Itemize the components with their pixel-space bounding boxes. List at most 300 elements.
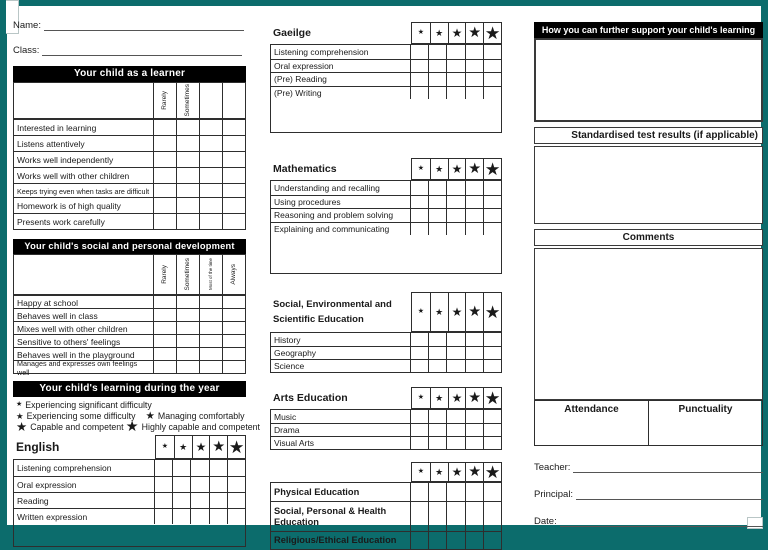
section-title-line: Social, Environmental and [273,298,392,310]
rating-cell[interactable] [483,424,501,436]
rating-cell[interactable] [199,198,222,213]
row-label: Behaves well in class [17,310,98,321]
rating-cell[interactable] [428,437,446,449]
table-row [271,501,501,531]
rating-cell[interactable] [222,322,245,334]
table-row [14,476,245,492]
rating-cell[interactable] [222,198,245,213]
rating-cell[interactable] [222,309,245,321]
rating-cell[interactable] [446,532,464,549]
rating-cell[interactable] [190,477,208,492]
table-row [271,410,501,423]
punctuality-label: Punctuality [678,404,733,415]
table-row [271,181,501,195]
table-row [14,460,245,476]
section-title [270,297,411,327]
rating-cell[interactable] [199,152,222,167]
rating-cell[interactable] [483,483,501,501]
rating-cell[interactable] [428,196,446,209]
rating-cell[interactable] [410,410,428,423]
rating-cell[interactable] [153,120,176,135]
date-field [534,516,763,527]
rating-cell[interactable] [446,483,464,501]
row-label: History [274,334,301,345]
rating-cell[interactable] [410,360,428,372]
rating-cell[interactable] [227,460,245,476]
class-label: Class: [13,45,40,56]
row-label: Works well with other children [17,171,130,181]
legend-line: ★ Experiencing significant difficulty [16,400,152,410]
comments-area[interactable] [534,248,763,400]
rating-cell[interactable] [153,309,176,321]
rating-cell[interactable] [483,60,501,73]
rating-cell[interactable] [222,120,245,135]
rating-cell[interactable] [222,184,245,197]
table-row [14,321,245,334]
rating-cell[interactable] [465,73,483,86]
rating-cell[interactable] [483,45,501,59]
name-label: Name: [13,20,41,31]
rating-cell[interactable] [483,437,501,449]
rating-cell[interactable] [153,335,176,347]
rating-cell[interactable] [209,477,227,492]
principal-label: Principal: [534,489,574,500]
row-label: Manages and expresses own feelings well [17,358,138,377]
row-label: Happy at school [17,297,78,308]
rating-cell[interactable] [465,209,483,222]
middle-column [270,14,502,550]
rating-col-header [222,255,245,294]
principal-signature-line[interactable] [576,489,763,500]
attendance-label: Attendance [564,404,619,415]
learner-header-spacer [14,83,153,118]
legend-label: Capable and competent [30,422,124,432]
rating-cell[interactable] [199,296,222,308]
rating-col-label: Most of the time [207,258,213,291]
row-label: Homework is of high quality [17,201,121,211]
learning-section-title: Your child's learning during the year [13,381,246,397]
table-row [14,492,245,508]
mathematics-rows [270,180,502,274]
gaeilge-section [270,22,502,133]
table-row [14,308,245,321]
rating-cell[interactable] [465,60,483,73]
table-row [14,197,245,213]
rating-cell[interactable] [465,437,483,449]
rating-cell[interactable] [446,410,464,423]
learner-table [13,82,246,230]
rating-cell[interactable] [446,424,464,436]
name-input-line[interactable] [44,20,244,31]
rating-cell[interactable] [222,136,245,151]
rating-cell[interactable] [199,214,222,229]
row-label: Sensitive to others' feelings [17,336,121,347]
rating-cell[interactable] [172,493,190,508]
rating-cell[interactable] [483,181,501,195]
table-row [271,72,501,86]
rating-cell[interactable] [190,509,208,524]
report-card-sheet [7,6,761,546]
rating-cell[interactable] [446,437,464,449]
social-header-spacer [14,255,153,294]
rating-cell[interactable] [446,87,464,100]
rating-cell[interactable] [465,87,483,100]
rating-cell[interactable] [199,348,222,360]
rating-cell[interactable] [465,181,483,195]
table-row [14,119,245,135]
other-subjects-section [270,462,502,550]
rating-cell[interactable] [153,322,176,334]
table-row [14,213,245,229]
rating-cell[interactable] [176,168,199,183]
rating-cell[interactable] [428,424,446,436]
rating-cell[interactable] [428,209,446,222]
rating-cell[interactable] [410,73,428,86]
arts-section [270,387,502,450]
legend-line: ★ Capable and competent ★ Highly capable and competent [16,419,260,435]
rating-cell[interactable] [483,73,501,86]
rating-cell[interactable] [199,120,222,135]
row-label: Mixes well with other children [17,323,128,334]
rating-cell[interactable] [227,509,245,524]
section-title: Gaeilge [273,27,311,39]
principal-field [534,489,763,500]
row-label: Written expression [17,511,88,522]
rating-cell[interactable] [428,87,446,100]
rating-col-header [153,83,176,118]
rating-cell[interactable] [410,209,428,222]
rating-cell[interactable] [410,333,428,346]
table-row [271,222,501,236]
row-label: (Pre) Reading [274,74,327,85]
table-row [271,436,501,449]
rating-cell[interactable] [222,348,245,360]
row-label: (Pre) Writing [274,87,322,98]
rating-cell[interactable] [483,360,501,372]
table-row [14,358,245,377]
rating-cell[interactable] [199,136,222,151]
rating-cell[interactable] [446,209,464,222]
row-label: Explaining and communicating [274,223,390,234]
rating-cell[interactable] [222,335,245,347]
rating-col-label: Rarely [160,265,168,284]
table-row [271,423,501,436]
rating-col-header [199,255,222,294]
rating-cell[interactable] [153,152,176,167]
other-subjects-rows [270,482,502,550]
signature-block [534,462,763,527]
rating-cell[interactable] [446,347,464,359]
rating-cell[interactable] [446,73,464,86]
rating-cell[interactable] [222,296,245,308]
row-label: Reasoning and problem solving [274,210,394,221]
rating-cell[interactable] [172,509,190,524]
rating-cell[interactable] [154,460,172,476]
rating-cell[interactable] [227,477,245,492]
rating-cell[interactable] [428,502,446,531]
rating-cell[interactable] [428,410,446,423]
rating-cell[interactable] [410,181,428,195]
rating-col-label: Always [229,264,237,285]
row-label: Listens attentively [17,139,85,149]
rating-cell[interactable] [176,198,199,213]
rating-cell[interactable] [483,333,501,346]
mathematics-section [270,158,502,274]
rating-cell[interactable] [153,184,176,197]
legend-label: Experiencing significant difficulty [25,400,152,410]
rating-cell[interactable] [227,493,245,508]
rating-cell[interactable] [483,196,501,209]
rating-cell[interactable] [222,168,245,183]
support-section-title: How you can further support your child's learning [534,22,763,38]
table-row [14,151,245,167]
table-row [14,295,245,308]
row-label: Social, Personal & Health Education [274,505,387,527]
rating-cell[interactable] [446,333,464,346]
rating-cell[interactable] [199,184,222,197]
star-header: ★ ★ ★ ★ ★ [411,158,502,180]
rating-cell[interactable] [465,196,483,209]
rating-cell[interactable] [153,214,176,229]
rating-cell[interactable] [483,532,501,549]
rating-cell[interactable] [483,87,501,100]
table-row [271,86,501,100]
rating-cell[interactable] [465,333,483,346]
rating-cell[interactable] [410,60,428,73]
rating-cell[interactable] [483,410,501,423]
star-header: ★ ★ ★ ★ ★ [155,435,246,459]
table-row [14,167,245,183]
row-label: Works well independently [17,155,114,165]
rating-cell[interactable] [153,168,176,183]
rating-cell[interactable] [176,152,199,167]
star-header: ★ ★ ★ ★ ★ [411,462,502,482]
row-label: Listening comprehension [17,463,112,473]
sese-section [270,292,502,373]
rating-cell[interactable] [483,347,501,359]
star-header: ★ ★ ★ ★ ★ [411,387,502,409]
rating-cell[interactable] [410,223,428,236]
table-row [14,183,245,197]
row-label: Using procedures [274,196,341,207]
rating-cell[interactable] [209,493,227,508]
row-label: Religious/Ethical Education [274,535,397,546]
rating-cell[interactable] [483,502,501,531]
table-row [271,359,501,372]
row-label: Visual Arts [274,438,315,448]
class-field [13,45,246,56]
table-row [14,334,245,347]
test-results-area[interactable] [534,146,763,224]
notes-area[interactable] [271,235,501,273]
rating-col-header [176,255,199,294]
table-row [271,208,501,222]
legend-line: ★ Experiencing some difficulty ★ Managing comfortably [16,410,245,422]
date-label: Date: [534,516,557,527]
row-label: Science [274,361,305,371]
social-section-title: Your child's social and personal development [13,239,246,254]
rating-cell[interactable] [410,424,428,436]
notes-area[interactable] [14,524,245,546]
rating-cell[interactable] [199,335,222,347]
table-row [271,59,501,73]
rating-cell[interactable] [153,348,176,360]
rating-cell[interactable] [176,136,199,151]
rating-col-header [153,255,176,294]
rating-cell[interactable] [428,360,446,372]
row-label: Behaves well in the playground [17,349,135,360]
left-column [13,12,260,547]
rating-cell[interactable] [222,361,245,373]
rating-cell[interactable] [465,347,483,359]
rating-col-label: Sometimes [183,258,191,291]
teacher-signature-line[interactable] [573,462,763,473]
rating-cell[interactable] [446,502,464,531]
rating-cell[interactable] [446,196,464,209]
star-header: ★ ★ ★ ★ ★ [411,22,502,44]
row-label: Drama [274,425,300,435]
rating-cell[interactable] [428,347,446,359]
rating-col-header [199,83,222,118]
star-header: ★ ★ ★ ★ ★ [411,292,502,332]
rating-cell[interactable] [465,223,483,236]
rating-cell[interactable] [199,168,222,183]
rating-cell[interactable] [209,460,227,476]
rating-cell[interactable] [410,196,428,209]
section-title-line: Scientific Education [273,314,364,325]
rating-cell[interactable] [410,437,428,449]
rating-cell[interactable] [465,532,483,549]
rating-cell[interactable] [199,361,222,373]
rating-cell[interactable] [428,60,446,73]
rating-cell[interactable] [428,45,446,59]
rating-cell[interactable] [199,309,222,321]
rating-cell[interactable] [176,309,199,321]
rating-cell[interactable] [176,214,199,229]
rating-cell[interactable] [428,532,446,549]
social-table [13,254,246,377]
test-results-title: Standardised test results (if applicable) [534,127,763,144]
teacher-field [534,462,763,473]
rating-cell[interactable] [465,424,483,436]
rating-cell[interactable] [410,502,428,531]
punctuality-cell[interactable] [648,401,762,445]
rating-cell[interactable] [410,45,428,59]
rating-cell[interactable] [428,223,446,236]
name-field [13,20,246,31]
row-label: Physical Education [274,486,360,497]
rating-cell[interactable] [176,335,199,347]
rating-cell[interactable] [176,348,199,360]
rating-cell[interactable] [428,181,446,195]
rating-cell[interactable] [465,45,483,59]
rating-cell[interactable] [428,333,446,346]
star-rating-legend [13,397,260,435]
rating-cell[interactable] [428,483,446,501]
rating-cell[interactable] [199,322,222,334]
rating-cell[interactable] [154,509,172,524]
rating-cell[interactable] [428,73,446,86]
row-label: Music [274,411,297,422]
rating-cell[interactable] [153,296,176,308]
rating-col-label: Rarely [160,91,168,110]
rating-cell[interactable] [483,223,501,236]
rating-col-label: Sometimes [183,84,191,117]
legend-label: Highly capable and competent [141,422,260,432]
table-row [14,135,245,151]
rating-cell[interactable] [176,296,199,308]
rating-cell[interactable] [446,223,464,236]
table-row [271,333,501,346]
rating-cell[interactable] [176,184,199,197]
rating-cell[interactable] [176,120,199,135]
attendance-cell[interactable] [535,401,648,445]
table-row [14,508,245,524]
attendance-table [534,400,763,446]
rating-cell[interactable] [176,322,199,334]
section-title: Mathematics [273,163,337,175]
rating-cell[interactable] [446,60,464,73]
rating-cell[interactable] [154,493,172,508]
rating-cell[interactable] [446,45,464,59]
rating-cell[interactable] [410,87,428,100]
rating-cell[interactable] [465,502,483,531]
comments-title: Comments [534,229,763,246]
rating-cell[interactable] [176,361,199,373]
rating-cell[interactable] [465,360,483,372]
sese-rows [270,332,502,373]
table-row [271,346,501,359]
rating-cell[interactable] [153,198,176,213]
english-section [13,435,246,547]
row-label: Listening comprehension [274,46,369,57]
notes-area[interactable] [271,99,501,132]
gaeilge-rows [270,44,502,133]
rating-cell[interactable] [153,136,176,151]
table-row [271,483,501,501]
rating-cell[interactable] [153,361,176,373]
rating-cell[interactable] [410,347,428,359]
rating-cell[interactable] [465,410,483,423]
section-title: English [16,440,60,454]
rating-cell[interactable] [190,460,208,476]
rating-cell[interactable] [446,181,464,195]
rating-cell[interactable] [172,460,190,476]
rating-cell[interactable] [154,477,172,492]
rating-col-header [222,83,245,118]
right-column [534,16,763,527]
rating-cell[interactable] [209,509,227,524]
support-text-area[interactable] [534,38,763,122]
rating-col-header [176,83,199,118]
row-label: Geography [274,348,317,358]
rating-cell[interactable] [410,532,428,549]
rating-cell[interactable] [410,483,428,501]
legend-label: Experiencing some difficulty [26,411,136,421]
rating-cell[interactable] [172,477,190,492]
rating-cell[interactable] [483,209,501,222]
row-label: Oral expression [274,60,334,71]
class-input-line[interactable] [42,45,242,56]
legend-label: Managing comfortably [157,411,245,421]
rating-cell[interactable] [465,483,483,501]
rating-cell[interactable] [190,493,208,508]
rating-cell[interactable] [222,214,245,229]
rating-cell[interactable] [222,152,245,167]
arts-rows [270,409,502,450]
rating-cell[interactable] [446,360,464,372]
date-line[interactable] [560,516,763,527]
